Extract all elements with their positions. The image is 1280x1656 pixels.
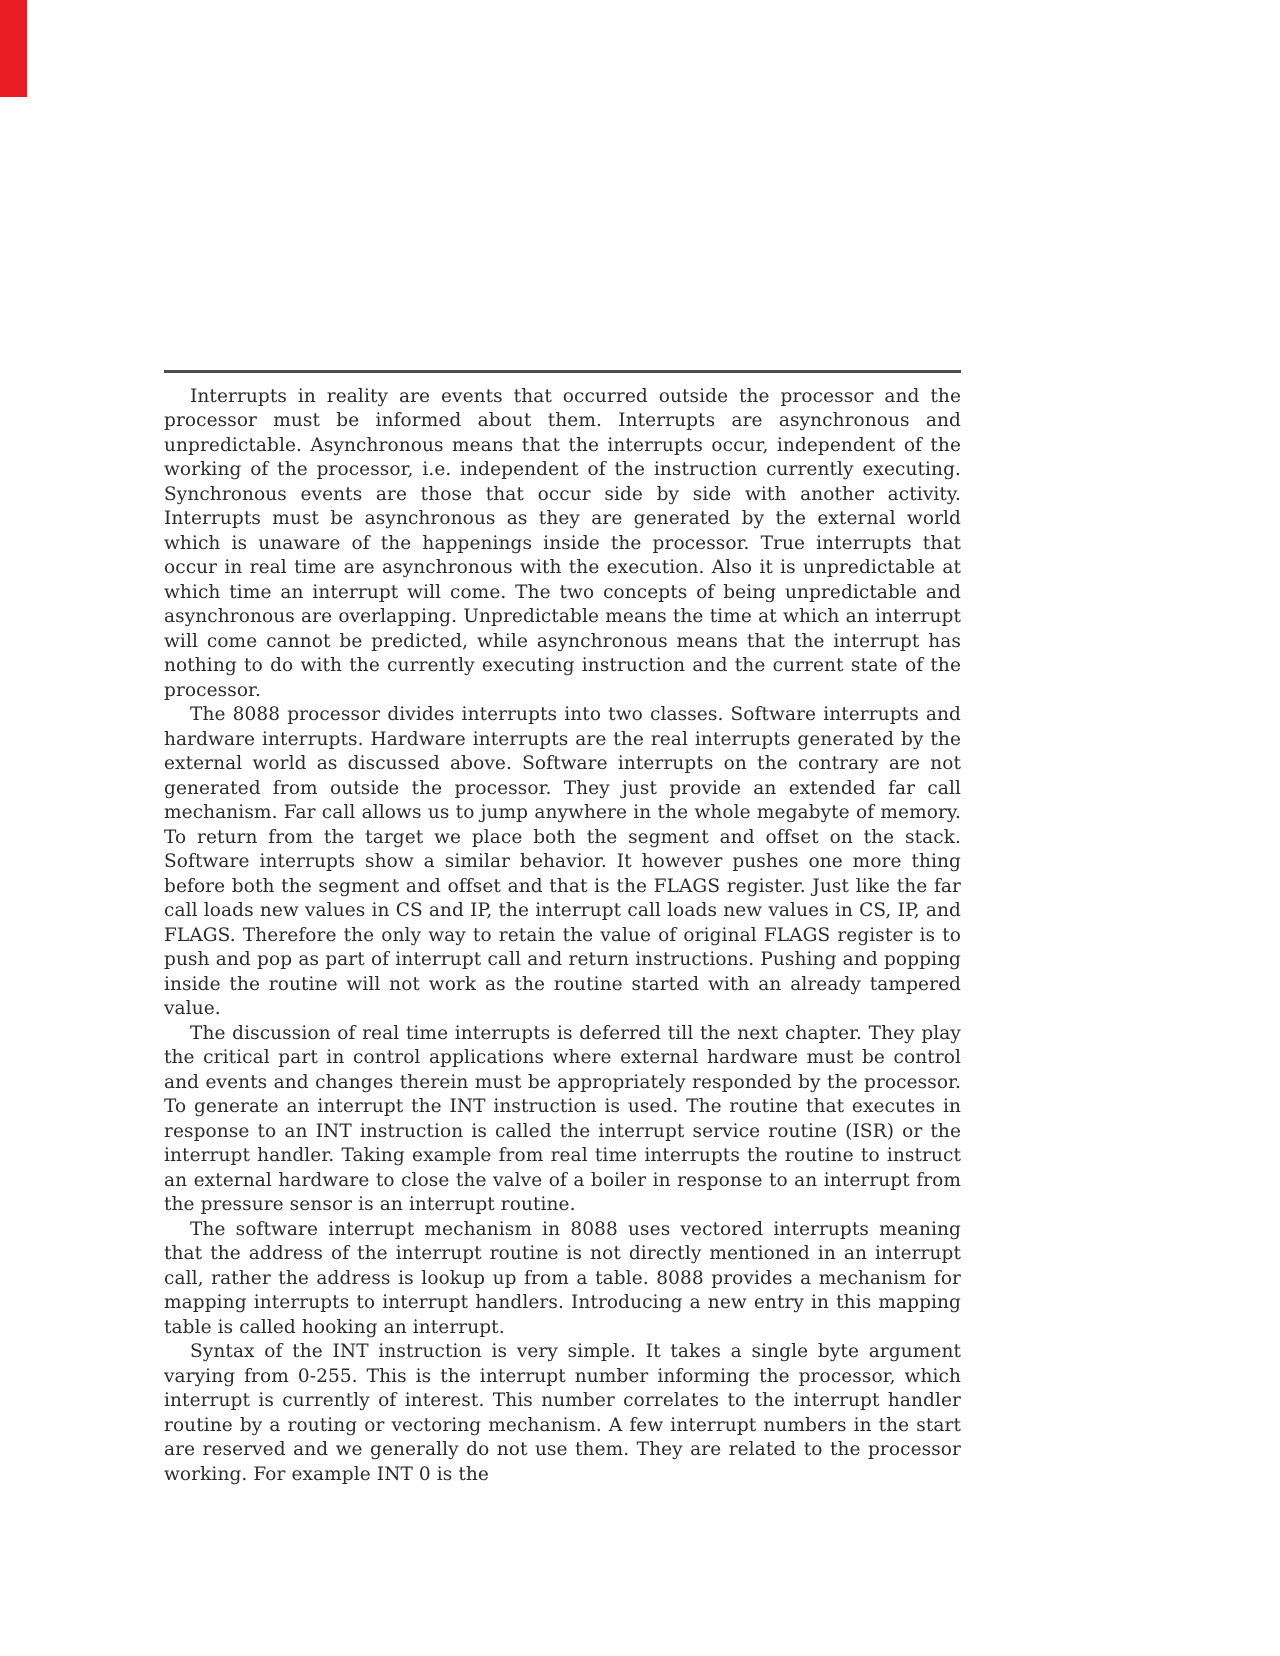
paragraph: The 8088 processor divides interrupts into two classes. Software interrupts and hardware interrupts. Hardware interrupts are the real interrupts generated by the external world as discussed above. Software interrupts on the contrary are not generated from outside the processor. They just provide an extended far call mechanism. Far call allows us to jump anywhere in the whole megabyte of memory. To return from the target we place both the segment and offset on the stack. Software interrupts show a similar behavior. It however pushes one more thing before both the segment and offset and that is the FLAGS register. Just like the far call loads new values in CS and IP, the interrupt call loads new values in CS, IP, and FLAGS. Therefore the only way to retain the value of original FLAGS register is to push and pop as part of interrupt call and return instructions. Pushing and popping inside the routine will not work as the routine started with an already tampered value. [164,704,961,1020]
paragraph: Syntax of the INT instruction is very simple. It takes a single byte argument varying from 0-255. This is the interrupt number informing the processor, which interrupt is currently of interest. This number correlates to the interrupt handler routine by a routing or vectoring mechanism. A few interrupt numbers in the start are reserved and we generally do not use them. They are related to the processor working. For example INT 0 is the [164,1341,961,1485]
paragraph: Interrupts in reality are events that occurred outside the processor and the processor must be informed about them. Interrupts are asynchronous and unpredictable. Asynchronous means that the interrupts occur, independent of the working of the processor, i.e. independent of the instruction currently executing. Synchronous events are those that occur side by side with another activity. Interrupts must be asynchronous as they are generated by the external world which is unaware of the happenings inside the processor. True interrupts that occur in real time are asynchronous with the execution. Also it is unpredictable at which time an interrupt will come. The two concepts of being unpredictable and asynchronous are overlapping. Unpredictable means the time at which an interrupt will come cannot be predicted, while asynchronous means that the interrupt has nothing to do with the currently executing instruction and the current state of the processor. [164,385,961,701]
red-corner-marker [0,0,27,97]
text-column [164,370,961,1487]
section-divider-rule [164,370,961,373]
paragraph: The software interrupt mechanism in 8088 uses vectored interrupts meaning that the address of the interrupt routine is not directly mentioned in an interrupt call, rather the address is lookup up from a table. 8088 provides a mechanism for mapping interrupts to interrupt handlers. Introducing a new entry in this mapping table is called hooking an interrupt. [164,1218,961,1338]
paragraph: The discussion of real time interrupts is deferred till the next chapter. They play the critical part in control applications where external hardware must be control and events and changes therein must be appropriately responded by the processor. To generate an interrupt the INT instruction is used. The routine that executes in response to an INT instruction is called the interrupt service routine (ISR) or the interrupt handler. Taking example from real time interrupts the routine to instruct an external hardware to close the valve of a boiler in response to an interrupt from the pressure sensor is an interrupt routine. [164,1022,961,1216]
